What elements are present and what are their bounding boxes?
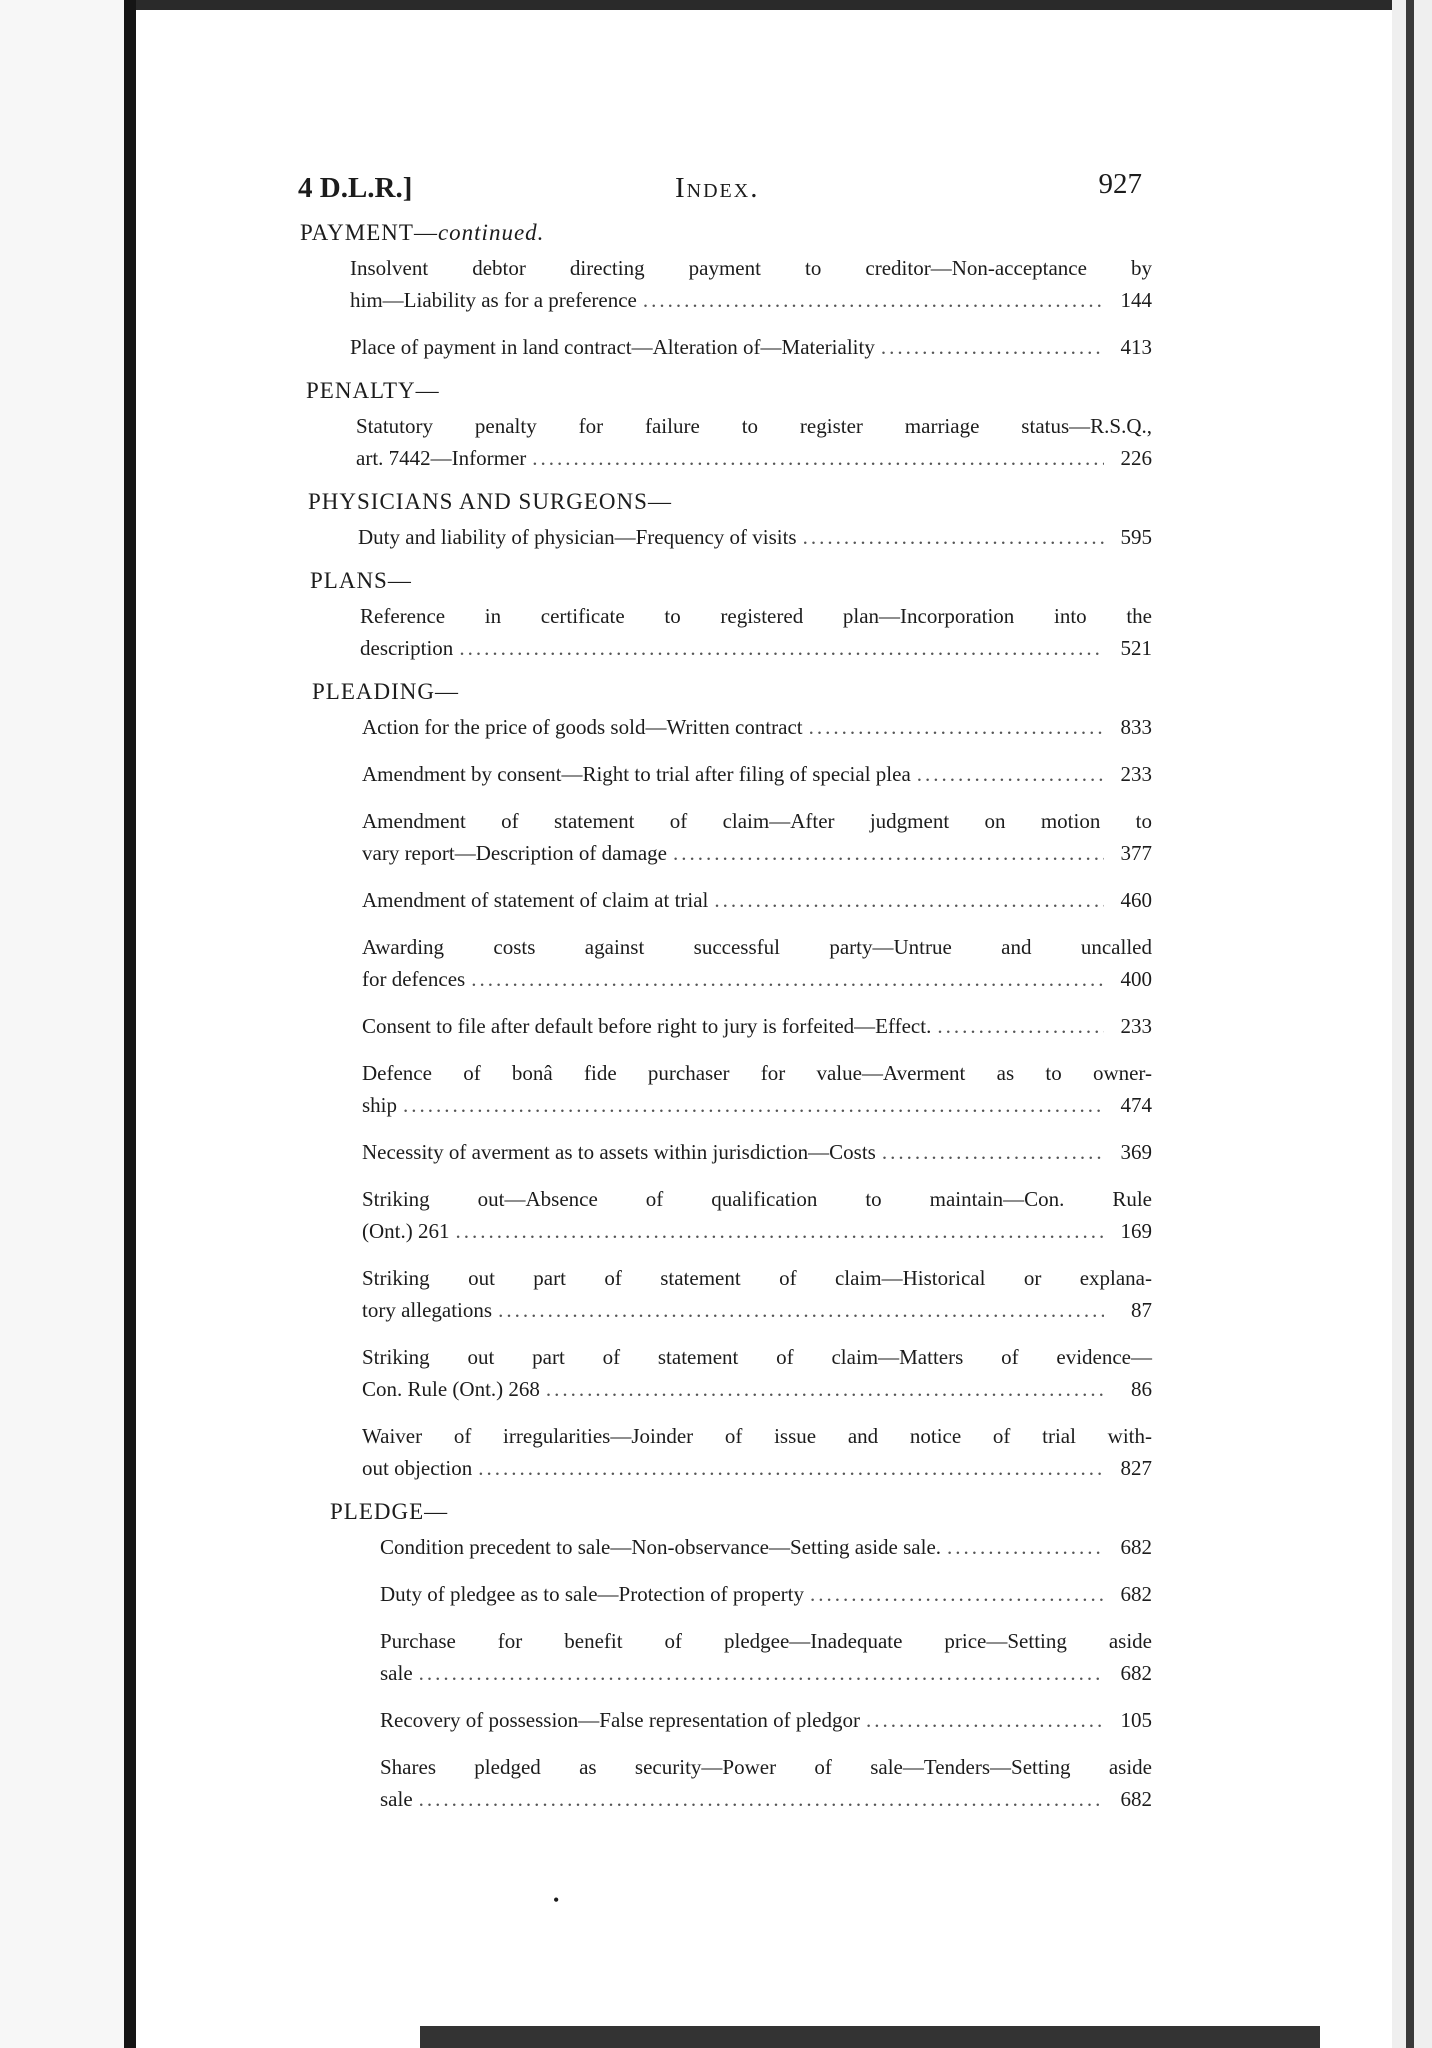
section-heading — [330, 1499, 1160, 1525]
index-entry — [362, 711, 1152, 743]
entry-final-line — [350, 284, 1152, 316]
dot-leader — [419, 1657, 1104, 1689]
dot-leader — [803, 521, 1104, 553]
entry-text-line: Striking out part of statement of claim—Matters of evidence— — [362, 1345, 1152, 1369]
section-heading-text: PAYMENT— — [300, 220, 438, 245]
entry-text-line: (Ont.) 261 — [362, 1219, 450, 1243]
entry-final-line — [360, 632, 1152, 664]
entry-text-line: Condition precedent to sale—Non-observance—Setting aside sale. — [380, 1535, 942, 1559]
dot-leader — [714, 884, 1104, 916]
index-entry — [360, 600, 1152, 664]
entry-final-line — [362, 758, 1152, 790]
entry-text-line: Amendment by consent—Right to trial after filing of special plea — [362, 762, 911, 786]
index-section — [330, 1499, 1160, 1815]
entry-text-line: ship — [362, 1093, 398, 1117]
entry-page-number: 827 — [1120, 1456, 1152, 1480]
book-binding-gutter — [124, 0, 136, 2048]
entry-text-line: Amendment of statement of claim—After judgment on motion to — [362, 809, 1152, 833]
index-entry — [362, 884, 1152, 916]
scan-top-edge — [0, 0, 1432, 10]
entry-text-line: Waiver of irregularities—Joinder of issue and notice of trial with- — [362, 1424, 1152, 1448]
entry-final-line — [362, 1010, 1152, 1042]
entry-page-number: 87 — [1131, 1298, 1152, 1322]
index-entry — [350, 331, 1152, 363]
dot-leader — [403, 1089, 1104, 1121]
entry-final-line — [380, 1578, 1152, 1610]
entry-text-line: Purchase for benefit of pledgee—Inadequate price—Setting aside — [380, 1629, 1152, 1653]
section-entries — [312, 711, 1160, 1484]
entry-text-line: Awarding costs against successful party—Untrue and uncalled — [362, 935, 1152, 959]
entry-text-line: out objection — [362, 1456, 473, 1480]
volume-reference: 4 D.L.R.] — [298, 172, 413, 204]
index-section — [312, 679, 1160, 1484]
scan-bottom-edge — [420, 2026, 1320, 2048]
entry-page-number: 226 — [1120, 446, 1152, 470]
index-entry — [380, 1625, 1152, 1689]
entry-text-line: Consent to file after default before right to jury is forfeited—Effect. — [362, 1014, 932, 1038]
index-entry — [380, 1751, 1152, 1815]
index-entry — [358, 521, 1152, 553]
entry-final-line — [350, 331, 1152, 363]
entry-page-number: 682 — [1120, 1582, 1152, 1606]
entry-text-line: Con. Rule (Ont.) 268 — [362, 1377, 540, 1401]
index-entry — [362, 1057, 1152, 1121]
entry-text-line: sale — [380, 1661, 413, 1685]
entry-final-line — [362, 1136, 1152, 1168]
entry-text-line: art. 7442—Informer — [356, 446, 527, 470]
section-entries — [308, 521, 1160, 553]
entry-final-line — [362, 963, 1152, 995]
entry-page-number: 400 — [1120, 967, 1152, 991]
index-entry — [362, 1262, 1152, 1326]
entry-final-line — [362, 837, 1152, 869]
dot-leader — [809, 711, 1104, 743]
index-section — [308, 489, 1160, 553]
section-heading — [312, 679, 1160, 705]
entry-text-line: Reference in certificate to registered plan—Incorporation into the — [360, 604, 1152, 628]
entry-page-number: 233 — [1120, 1014, 1152, 1038]
entry-text-line: Insolvent debtor directing payment to creditor—Non-acceptance by — [350, 256, 1152, 280]
index-page — [280, 160, 1160, 1830]
index-entry — [362, 758, 1152, 790]
entry-final-line — [362, 1373, 1152, 1405]
entry-text-line: vary report—Description of damage — [362, 841, 667, 865]
entry-final-line — [380, 1531, 1152, 1563]
dot-leader — [673, 837, 1104, 869]
entry-page-number: 377 — [1120, 841, 1152, 865]
entry-final-line — [362, 1089, 1152, 1121]
entry-final-line — [356, 442, 1152, 474]
dot-leader — [419, 1783, 1104, 1815]
entry-final-line — [362, 1294, 1152, 1326]
section-heading-text: PLEADING— — [312, 679, 459, 704]
dot-leader — [917, 758, 1104, 790]
entry-text-line: Necessity of averment as to assets within jurisdiction—Costs — [362, 1140, 876, 1164]
entry-page-number: 474 — [1120, 1093, 1152, 1117]
entry-page-number: 833 — [1120, 715, 1152, 739]
entry-text-line: Striking out—Absence of qualification to maintain—Con. Rule — [362, 1187, 1152, 1211]
index-entry — [362, 805, 1152, 869]
dot-leader — [532, 442, 1104, 474]
entry-final-line — [380, 1704, 1152, 1736]
dot-leader — [937, 1010, 1104, 1042]
index-entry — [380, 1704, 1152, 1736]
index-section — [306, 378, 1160, 474]
page-number: 927 — [1098, 168, 1142, 200]
index-entry — [380, 1531, 1152, 1563]
entry-page-number: 682 — [1120, 1661, 1152, 1685]
entry-final-line — [358, 521, 1152, 553]
entry-page-number: 105 — [1120, 1708, 1152, 1732]
entry-final-line — [362, 884, 1152, 916]
index-entry — [362, 1136, 1152, 1168]
entry-text-line: description — [360, 636, 454, 660]
entry-final-line — [362, 711, 1152, 743]
entry-page-number: 521 — [1120, 636, 1152, 660]
entry-text-line: sale — [380, 1787, 413, 1811]
section-heading-continued: continued. — [437, 220, 545, 245]
entry-text-line: Duty of pledgee as to sale—Protection of property — [380, 1582, 804, 1606]
entry-text-line: Shares pledged as security—Power of sale—Tenders—Setting aside — [380, 1755, 1152, 1779]
index-entry — [362, 931, 1152, 995]
entry-text-line: Striking out part of statement of claim—Historical or explana- — [362, 1266, 1152, 1290]
facing-page-margin — [0, 0, 124, 2048]
entry-text-line: Action for the price of goods sold—Written contract — [362, 715, 803, 739]
entry-text-line: Place of payment in land contract—Alteration of—Materiality — [350, 335, 875, 359]
entry-text-line: Defence of bonâ fide purchaser for value—Averment as to owner- — [362, 1061, 1152, 1085]
dot-leader — [881, 331, 1104, 363]
dot-leader — [498, 1294, 1104, 1326]
dot-leader — [643, 284, 1104, 316]
entry-final-line — [380, 1657, 1152, 1689]
dot-leader — [546, 1373, 1104, 1405]
section-heading — [310, 568, 1160, 594]
section-entries — [306, 410, 1160, 474]
page-title: Index. — [675, 172, 760, 204]
entry-page-number: 413 — [1120, 335, 1152, 359]
section-heading-text: PHYSICIANS AND SURGEONS— — [308, 489, 672, 514]
footer-mark: • — [553, 1890, 560, 1910]
entry-page-number: 233 — [1120, 762, 1152, 786]
entry-text-line: Statutory penalty for failure to register marriage status—R.S.Q., — [356, 414, 1152, 438]
entry-text-line: for defences — [362, 967, 466, 991]
index-entries — [280, 220, 1160, 1815]
entry-text-line: him—Liability as for a preference — [350, 288, 637, 312]
entry-final-line — [362, 1452, 1152, 1484]
entry-page-number: 682 — [1120, 1535, 1152, 1559]
index-entry — [362, 1420, 1152, 1484]
entry-text-line: tory allegations — [362, 1298, 493, 1322]
index-entry — [362, 1010, 1152, 1042]
entry-page-number: 682 — [1120, 1787, 1152, 1811]
index-entry — [362, 1183, 1152, 1247]
section-entries — [330, 1531, 1160, 1815]
entry-page-number: 86 — [1131, 1377, 1152, 1401]
entry-page-number: 144 — [1120, 288, 1152, 312]
entry-final-line — [362, 1215, 1152, 1247]
dot-leader — [459, 632, 1104, 664]
entry-page-number: 460 — [1120, 888, 1152, 912]
dot-leader — [478, 1452, 1104, 1484]
section-heading-text: PLEDGE— — [330, 1499, 449, 1524]
dot-leader — [810, 1578, 1104, 1610]
section-entries — [300, 252, 1160, 363]
index-entry — [362, 1341, 1152, 1405]
index-section — [300, 220, 1160, 363]
running-header — [280, 160, 1160, 210]
index-entry — [350, 252, 1152, 316]
entry-page-number: 369 — [1120, 1140, 1152, 1164]
section-entries — [310, 600, 1160, 664]
section-heading — [300, 220, 1160, 246]
index-entry — [356, 410, 1152, 474]
entry-text-line: Recovery of possession—False representation of pledgor — [380, 1708, 860, 1732]
section-heading — [306, 378, 1160, 404]
index-section — [310, 568, 1160, 664]
entry-text-line: Amendment of statement of claim at trial — [362, 888, 709, 912]
section-heading — [308, 489, 1160, 515]
entry-text-line: Duty and liability of physician—Frequency of visits — [358, 525, 797, 549]
dot-leader — [947, 1531, 1104, 1563]
index-entry — [380, 1578, 1152, 1610]
section-heading-text: PENALTY— — [306, 378, 440, 403]
dot-leader — [866, 1704, 1104, 1736]
entry-page-number: 169 — [1120, 1219, 1152, 1243]
section-heading-text: PLANS— — [310, 568, 412, 593]
scan-right-edge — [1406, 0, 1414, 2048]
dot-leader — [471, 963, 1104, 995]
entry-page-number: 595 — [1120, 525, 1152, 549]
entry-final-line — [380, 1783, 1152, 1815]
dot-leader — [882, 1136, 1104, 1168]
dot-leader — [456, 1215, 1105, 1247]
